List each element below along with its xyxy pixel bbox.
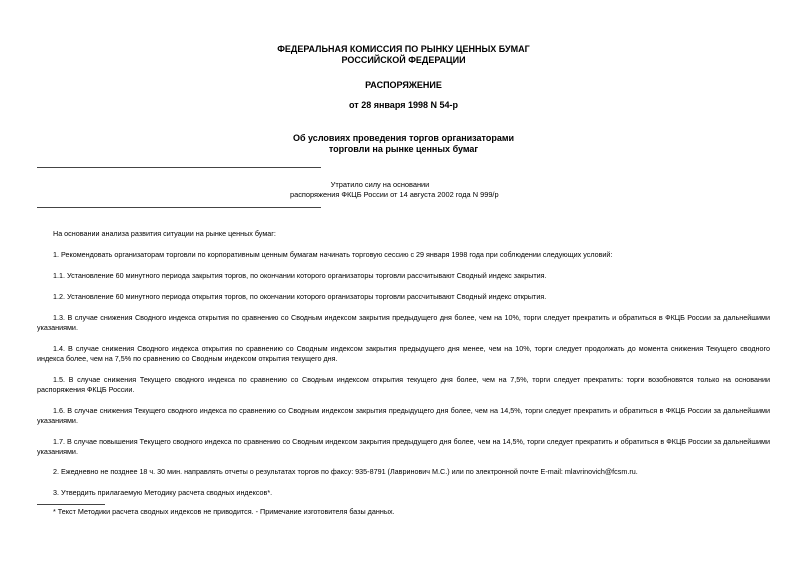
paragraph-1-7: 1.7. В случае повышения Текущего сводного индекса по сравнению со Сводным индексом закрытия предыдущего дня более, чем на 14,5%, торги следует прекратить и обратиться в ФКЦБ России за дальнейшими указаниями. [37, 437, 770, 456]
paragraph-1-2: 1.2. Установление 60 минутного периода открытия торгов, по окончании которого организаторы торговли рассчитывают Сводный индекс открытия. [53, 292, 547, 301]
paragraph-1-4: 1.4. В случае снижения Сводного индекса открытия по сравнению со Сводным индексом закрытия предыдущего дня менее, чем на 10%, торги следует продолжать до момента снижения Текущего сводного индекса более, чем на 7,5% по сравнению со Сводным индексом открытия текущего дня. [37, 344, 770, 363]
doc-type: РАСПОРЯЖЕНИЕ [365, 80, 442, 90]
paragraph-1-6: 1.6. В случае снижения Текущего сводного индекса по сравнению со Сводным индексом закрытия предыдущего дня более, чем на 14,5%, торги следует прекратить и обратиться в ФКЦБ России за дальнейшими указаниями. [37, 406, 770, 425]
separator-top [37, 167, 321, 168]
intro-paragraph: На основании анализа развития ситуации на рынке ценных бумаг: [53, 229, 276, 238]
doc-title-line1: Об условиях проведения торгов организаторами [292, 133, 515, 143]
paragraph-3[interactable]: 3. Утвердить прилагаемую Методику расчета сводных индексов*. [53, 488, 273, 497]
paragraph-1: 1. Рекомендовать организаторам торговли по корпоративным ценным бумагам начинать торговую сессию с 29 января 1998 года при соблюдении следующих условий: [53, 250, 613, 259]
footnote-separator [37, 504, 105, 505]
separator-bottom [37, 207, 321, 208]
doc-title-line2: торговли на рынке ценных бумаг [328, 144, 479, 154]
org-name-line2: РОССИЙСКОЙ ФЕДЕРАЦИИ [341, 55, 466, 65]
footnote-text: * Текст Методики расчета сводных индексов не приводится. - Примечание изготовителя базы данных. [53, 507, 395, 516]
paragraph-1-5: 1.5. В случае снижения Текущего сводного индекса по сравнению со Сводным индексом открытия текущего дня более, чем на 7,5%, торги следует прекратить: торги возобновятся только на основании распоряжения ФКЦБ России. [37, 375, 770, 394]
status-note-line1: Утратило силу на основании [330, 180, 430, 189]
doc-date-number: от 28 января 1998 N 54-р [349, 100, 458, 110]
org-name-line1: ФЕДЕРАЛЬНАЯ КОМИССИЯ ПО РЫНКУ ЦЕННЫХ БУМАГ [277, 44, 530, 54]
paragraph-1-3: 1.3. В случае снижения Сводного индекса открытия по сравнению со Сводным индексом закрытия предыдущего дня более, чем на 10%, торги следует прекратить и обратиться в ФКЦБ России за дальнейшими указаниями. [37, 313, 770, 332]
status-note-line2[interactable]: распоряжения ФКЦБ России от 14 августа 2002 года N 999/р [290, 190, 499, 199]
paragraph-2: 2. Ежедневно не позднее 18 ч. 30 мин. направлять отчеты о результатах торгов по факсу: 935-8791 (Лавринович М.С.) или по электронной почте E-mail: mlavrinovich@fcsm.ru. [53, 467, 638, 476]
paragraph-1-1: 1.1. Установление 60 минутного периода закрытия торгов, по окончании которого организаторы торговли рассчитывают Сводный индекс закрытия. [53, 271, 547, 280]
